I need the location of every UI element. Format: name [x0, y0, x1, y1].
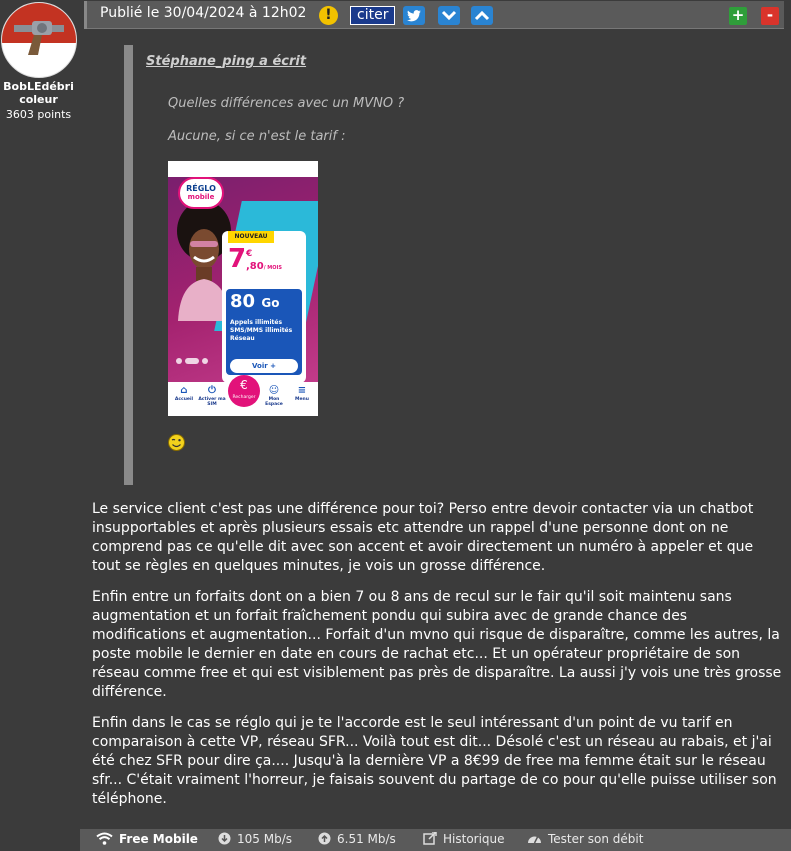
reglo-brand-bottom: mobile: [187, 193, 215, 201]
post-footer: [80, 829, 791, 851]
nav-account-label: Mon Espace: [265, 397, 283, 407]
euro-icon: €: [240, 378, 248, 392]
upload-speed: [318, 832, 396, 846]
quote-button[interactable]: citer: [350, 6, 395, 25]
download-value: 105 Mb/s: [237, 832, 292, 846]
quote-line-1: Quelles différences avec un MVNO ?: [168, 96, 405, 111]
upload-icon: [318, 832, 331, 845]
quote-author[interactable]: Stéphane_ping a écrit: [146, 54, 307, 69]
post-paragraph-1: Le service client c'est pas une différence pour toi? Perso entre devoir contacter via un chatbot insupportables et après plusieurs essais etc attendre un rappel d'une personne dont on ne comprend pas ce qu'elle dit avec son accent et avoir directement un numéro à appeler et que tout se règles en quelques minutes, je vois un grosse différence.: [92, 501, 754, 574]
speedtest-link[interactable]: [527, 832, 643, 846]
external-link-icon: [423, 832, 437, 845]
offer-details: [226, 289, 302, 375]
data-amount-value: 80: [230, 291, 256, 312]
reglo-mobile-ad-image[interactable]: [168, 161, 318, 416]
nav-home-label: Accueil: [174, 397, 194, 402]
revolver-icon: [2, 11, 77, 61]
scroll-down-button[interactable]: [438, 6, 460, 25]
chevron-up-icon: [474, 8, 490, 23]
nav-account: [260, 385, 288, 407]
wink-smiley-icon: [168, 434, 185, 451]
avatar[interactable]: [1, 2, 77, 78]
quote-bar: [124, 45, 133, 485]
price-period: / MOIS: [263, 265, 282, 271]
user-points: 3603 points: [5, 108, 72, 121]
reglo-brand-top: RÉGLO: [186, 184, 216, 193]
upload-value: 6.51 Mb/s: [337, 832, 396, 846]
header-accent: [84, 1, 87, 29]
history-link[interactable]: [423, 832, 505, 846]
nav-home: [170, 385, 198, 402]
nav-menu-label: Menu: [295, 397, 309, 402]
speedtest-label[interactable]: Tester son débit: [548, 832, 644, 846]
price-currency: €: [246, 249, 253, 259]
download-icon: [218, 832, 231, 845]
operator-info: [96, 832, 198, 846]
data-unit: Go: [261, 296, 280, 310]
user-icon: ☺: [268, 385, 280, 396]
wifi-icon: [96, 832, 113, 845]
feature-calls: Appels illimités: [230, 319, 283, 326]
history-label[interactable]: Historique: [443, 832, 505, 846]
data-amount: [230, 291, 279, 312]
nav-activate-sim: [198, 385, 226, 407]
price-main: 7: [228, 244, 247, 274]
report-button[interactable]: !: [319, 6, 338, 25]
price-cents: [246, 261, 282, 272]
post-header: [84, 1, 784, 29]
post-body: [92, 500, 782, 821]
upvote-button[interactable]: +: [729, 7, 747, 25]
reglo-logo: [178, 177, 224, 209]
new-badge: NOUVEAU: [228, 231, 274, 243]
home-icon: ⌂: [180, 385, 188, 396]
price-cents-value: ,80: [246, 261, 264, 272]
user-column: [0, 0, 84, 851]
operator-name: Free Mobile: [119, 832, 198, 846]
menu-icon: ≡: [297, 385, 307, 396]
nav-recharge-label: Recharger: [232, 395, 256, 400]
post-paragraph-2: Enfin entre un forfaits dont on a bien 7 ou 8 ans de recul sur le fair qu'il soit maintenu sans augmentation et un forfait fraîchement pondu qui subira avec de grande chance des modifications et augmentation... Forfait d'un mvno qui risque de disparaître, comme les autres, la poste mobile le dernier en date en cours de rachat etc... Et un opérateur propriétaire de son réseau comme free et qui est visiblement pas près de disparaître. La aussi j'y vois une très grosse différence.: [92, 589, 782, 700]
publish-date: Publié le 30/04/2024 à 12h02: [100, 5, 307, 21]
app-nav-bar: [168, 378, 318, 416]
downvote-button[interactable]: -: [761, 7, 779, 25]
quote-block: [124, 45, 784, 485]
nav-menu: [288, 385, 316, 402]
username[interactable]: BobLEdébricoleur: [3, 80, 74, 106]
power-icon: ⏻: [208, 385, 216, 396]
feature-sms: SMS/MMS illimités: [230, 327, 293, 334]
post-paragraph-3: Enfin dans le cas se réglo qui je te l'accorde est le seul intéressant d'un point de vu tarif en comparaison à cette VP, réseau SFR... Voilà tout est dit... Désolé c'est un réseau au rabais, et j'ai été chez SFR pour dire ça.... Jusqu'à la dernière VP a 8€99 de free ma femme était sur le réseau sfr... C'était vraiment l'horreur, je faisais souvent du partage de co pour qu'elle puisse utiliser son téléphone.: [92, 715, 777, 807]
twitter-share-button[interactable]: [403, 6, 425, 25]
scroll-up-button[interactable]: [471, 6, 493, 25]
carousel-dot: [176, 358, 182, 364]
twitter-icon: [406, 8, 422, 23]
carousel-dot-active: [185, 358, 199, 364]
quote-line-2: Aucune, si ce n'est le tarif :: [168, 129, 346, 144]
speedometer-icon: [527, 832, 542, 845]
download-speed: [218, 832, 292, 846]
nav-activate-label: Activer ma SIM: [198, 397, 226, 407]
carousel-dots: [176, 349, 216, 357]
chevron-down-icon: [441, 8, 457, 23]
offer-card: [222, 231, 306, 383]
carousel-dot: [202, 358, 208, 364]
nav-recharge: [228, 375, 260, 407]
see-more-button: Voir +: [230, 359, 298, 373]
feature-network: Réseau: [230, 335, 255, 342]
